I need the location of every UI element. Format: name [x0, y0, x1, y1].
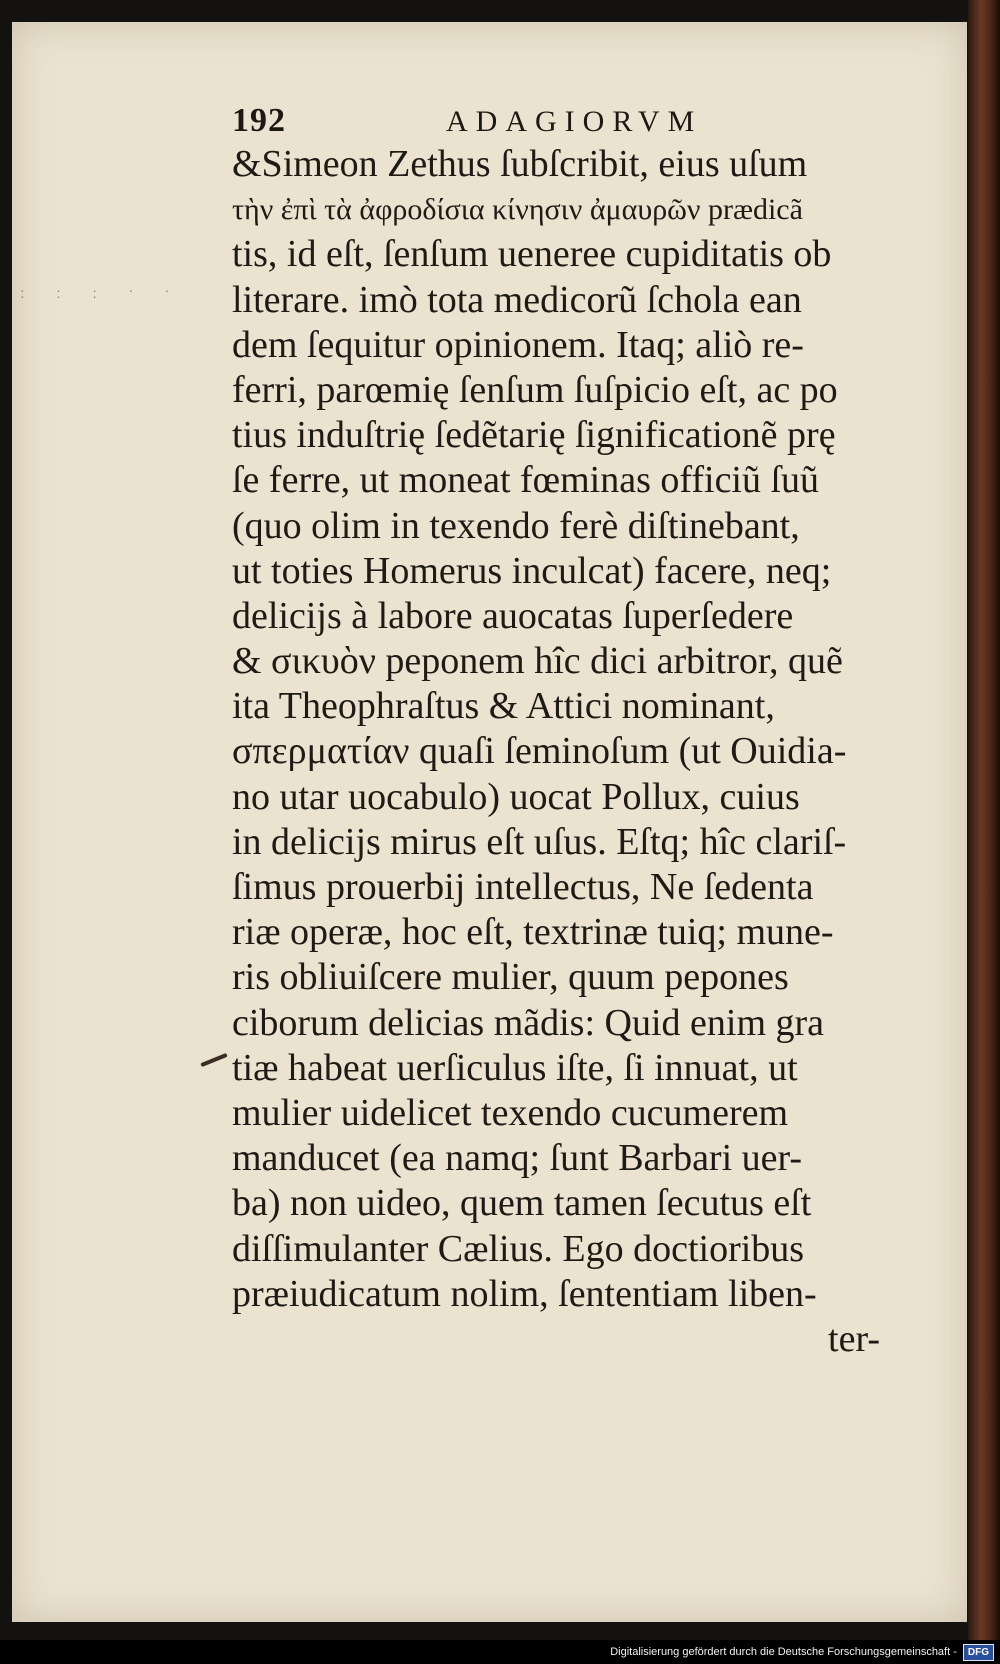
text-line: σπερματίαν quaſi ſeminoſum (ut Ouidia-: [232, 730, 847, 773]
text-line: riæ operæ, hoc eſt, textrinæ tuiq; mune-: [232, 911, 834, 954]
dfg-logo: DFG: [963, 1644, 994, 1661]
text-line: mulier uidelicet texendo cucumerem: [232, 1091, 789, 1134]
text-line: τὴν ἐπὶ τὰ ἀφροδίσια κίνησιν ἀμαυρῶν prædicã: [232, 193, 803, 227]
margin-dots: · · · · · · · ·: [20, 285, 184, 306]
text-line: ut toties Homerus inculcat) facere, neq;: [232, 549, 832, 592]
text-line: manducet (ea namq; ſunt Barbari uer-: [232, 1137, 803, 1180]
text-line: no utar uocabulo) uocat Pollux, cuius: [232, 775, 800, 818]
text-block: [232, 142, 932, 1362]
text-line: literare. imò tota medicorũ ſchola ean: [232, 278, 802, 321]
text-line: tius induſtrię ſedẽtarię ſignificationẽ prę: [232, 414, 836, 457]
text-line: & σικυὸν peponem hîc dici arbitror, quẽ: [232, 640, 843, 683]
text-line: delicijs à labore auocatas ſuperſedere: [232, 594, 794, 637]
text-line: ba) non uideo, quem tamen ſecutus eſt: [232, 1182, 812, 1225]
text-line: tis, id eſt, ſenſum ueneree cupiditatis ob: [232, 233, 832, 276]
page-number: 192: [232, 102, 286, 139]
text-line: tiæ habeat uerſiculus iſte, ſi innuat, ut: [232, 1046, 798, 1089]
book-binding-edge: [968, 0, 1000, 1640]
text-line: dem ſequitur opinionem. Itaq; aliò re-: [232, 323, 804, 366]
running-head: [232, 102, 752, 142]
text-line: ferri, parœmię ſenſum ſuſpicio eſt, ac po: [232, 368, 838, 411]
text-line: (quo olim in texendo ferè diſtinebant,: [232, 504, 800, 547]
text-line: in delicijs mirus eſt uſus. Eſtq; hîc clariſ-: [232, 820, 847, 863]
text-line: ciborum delicias mãdis: Quid enim gra: [232, 1001, 825, 1044]
text-line: &Simeon Zethus ſubſcribit, eius uſum: [232, 143, 808, 185]
text-line: ſe ferre, ut moneat fœminas officiũ ſuũ: [232, 459, 820, 502]
funding-notice: Digitalisierung gefördert durch die Deutsche Forschungsgemeinschaft -: [610, 1646, 957, 1658]
text-line: ris obliuiſcere mulier, quum pepones: [232, 956, 789, 999]
text-line: ita Theophraſtus & Attici nominant,: [232, 685, 775, 728]
running-title: ADAGIORVM: [446, 105, 703, 138]
text-line: ſimus prouerbij intellectus, Ne ſedenta: [232, 866, 814, 908]
text-line: præiudicatum nolim, ſententiam liben-: [232, 1272, 817, 1315]
catchword: ter-: [828, 1317, 880, 1360]
digitization-footer: [0, 1640, 1000, 1664]
text-line: diſſimulanter Cælius. Ego doctioribus: [232, 1227, 805, 1270]
